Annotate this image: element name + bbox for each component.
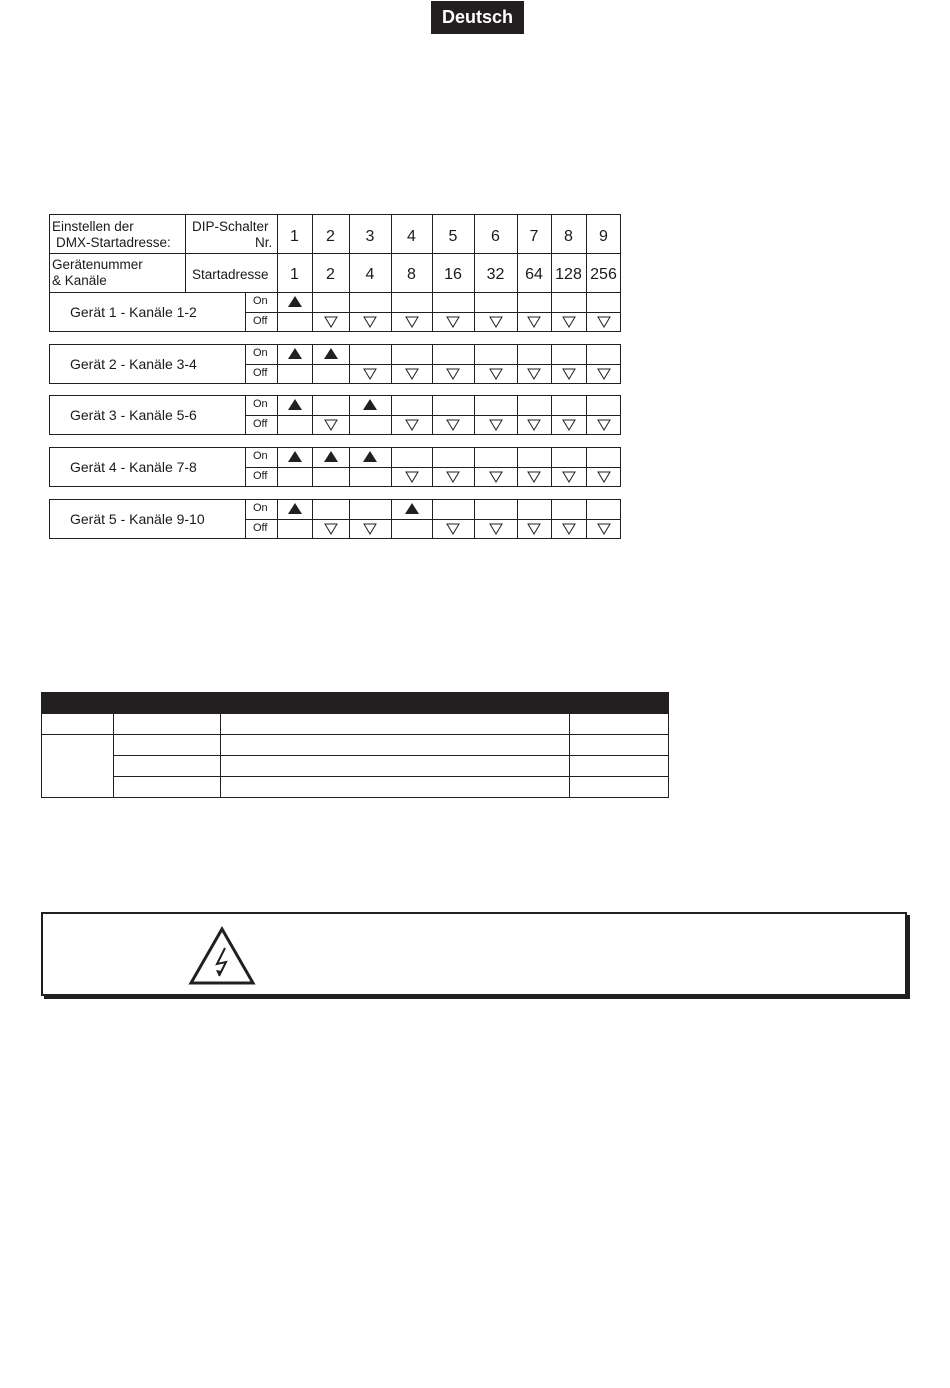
dip-switch-label: DIP-Schalter xyxy=(192,219,269,234)
switch-column-divider xyxy=(586,499,587,539)
table-cell xyxy=(42,735,114,798)
switch-off-icon xyxy=(446,523,460,535)
off-label: Off xyxy=(253,315,268,327)
table-cell xyxy=(221,714,570,735)
switch-column-divider xyxy=(349,292,350,332)
start-address-value: 2 xyxy=(326,266,335,283)
switch-on-icon xyxy=(288,503,302,515)
device-label: Gerätenummer xyxy=(52,257,143,272)
on-off-divider xyxy=(245,519,621,520)
switch-off-icon xyxy=(562,316,576,328)
start-address-value: 4 xyxy=(365,266,375,283)
start-address-value: 8 xyxy=(407,266,416,283)
switch-column-divider xyxy=(277,499,278,539)
switch-column-divider xyxy=(586,344,587,384)
table-row xyxy=(42,777,669,798)
table-header-cell xyxy=(221,693,570,714)
switch-column-divider xyxy=(432,395,433,435)
switch-on-icon xyxy=(324,348,338,360)
switch-off-icon xyxy=(446,471,460,483)
table-cell xyxy=(570,714,669,735)
switch-off-icon xyxy=(363,523,377,535)
table-row xyxy=(42,735,669,756)
switch-column-divider xyxy=(474,292,475,332)
switch-column-divider xyxy=(517,499,518,539)
start-address-value: 16 xyxy=(444,266,462,283)
switch-column-divider xyxy=(312,447,313,487)
on-label: On xyxy=(253,450,268,463)
dip-switch-number: 8 xyxy=(564,228,573,245)
dip-header-col-divider xyxy=(185,214,186,293)
table-header-row xyxy=(42,693,669,714)
switch-column-divider xyxy=(551,395,552,435)
switch-column-divider xyxy=(277,292,278,332)
switch-column-divider xyxy=(349,447,350,487)
table-cell xyxy=(570,777,669,798)
switch-off-icon xyxy=(446,316,460,328)
setting-label-2: DMX-Startadresse: xyxy=(56,235,171,250)
switch-off-icon xyxy=(597,523,611,535)
switch-column-divider xyxy=(586,292,587,332)
high-voltage-warning-icon xyxy=(188,926,256,986)
dip-switch-number: 1 xyxy=(290,228,299,245)
switch-off-icon xyxy=(489,368,503,380)
switch-on-icon xyxy=(288,296,302,308)
table-cell xyxy=(42,714,114,735)
switch-off-icon xyxy=(405,419,419,431)
device-label: Gerät 3 - Kanäle 5-6 xyxy=(70,407,197,424)
switch-column-divider xyxy=(391,395,392,435)
table-cell xyxy=(570,756,669,777)
switch-off-icon xyxy=(562,419,576,431)
switch-column-divider xyxy=(551,344,552,384)
switch-column-divider xyxy=(277,344,278,384)
dip-switch-number: 7 xyxy=(529,228,539,245)
on-off-divider xyxy=(245,467,621,468)
switch-off-icon xyxy=(527,523,541,535)
off-label: Off xyxy=(253,366,268,379)
switch-column-divider xyxy=(432,447,433,487)
switch-on-icon xyxy=(288,451,302,463)
switch-column-divider xyxy=(517,395,518,435)
table-cell xyxy=(113,714,220,735)
switch-off-icon xyxy=(446,368,460,380)
table-row xyxy=(42,756,669,777)
start-address-value: 32 xyxy=(486,266,505,283)
switch-off-icon xyxy=(489,471,503,483)
switch-off-icon xyxy=(405,368,419,380)
dip-switch-number: 5 xyxy=(448,228,458,245)
dip-switch-number: 3 xyxy=(365,228,375,245)
table-cell xyxy=(570,735,669,756)
switch-off-icon xyxy=(446,419,460,431)
on-off-divider xyxy=(245,312,621,313)
switch-off-icon xyxy=(489,523,503,535)
dip-switch-number: 2 xyxy=(326,228,335,245)
off-label: Off xyxy=(253,470,268,483)
dip-header-divider xyxy=(49,253,621,254)
on-off-divider xyxy=(245,364,621,365)
switch-column-divider xyxy=(586,447,587,487)
switch-column-divider xyxy=(474,447,475,487)
switch-column-divider xyxy=(391,447,392,487)
switch-off-icon xyxy=(363,368,377,380)
switch-column-divider xyxy=(551,447,552,487)
off-label: Off xyxy=(253,521,268,534)
table-cell xyxy=(221,756,570,777)
table-cell xyxy=(221,735,570,756)
switch-off-icon xyxy=(562,471,576,483)
dip-switch-number: 6 xyxy=(491,228,500,245)
switch-off-icon xyxy=(597,368,611,380)
switch-column-divider xyxy=(312,344,313,384)
startaddress-label: Startadresse xyxy=(192,267,269,282)
table-header-cell xyxy=(42,693,114,714)
switch-column-divider xyxy=(349,395,350,435)
language-badge: Deutsch xyxy=(431,1,524,34)
dip-switch-number: 4 xyxy=(407,228,416,245)
switch-off-icon xyxy=(405,316,419,328)
dip-switch-nr-label: Nr. xyxy=(255,235,273,250)
channels-label: & Kanäle xyxy=(52,273,107,288)
switch-off-icon xyxy=(527,316,541,328)
switch-off-icon xyxy=(527,419,541,431)
start-address-value: 64 xyxy=(525,266,543,283)
device-label: Gerät 5 - Kanäle 9-10 xyxy=(70,510,205,527)
table-cell xyxy=(113,777,220,798)
switch-off-icon xyxy=(597,419,611,431)
switch-off-icon xyxy=(489,316,503,328)
switch-on-icon xyxy=(324,451,338,463)
table-cell xyxy=(221,777,570,798)
switch-column-divider xyxy=(432,499,433,539)
switch-column-divider xyxy=(474,395,475,435)
switch-off-icon xyxy=(527,471,541,483)
switch-off-icon xyxy=(405,471,419,483)
switch-column-divider xyxy=(349,499,350,539)
switch-column-divider xyxy=(474,344,475,384)
setting-label: Einstellen der xyxy=(52,219,134,234)
table-header-cell xyxy=(570,693,669,714)
switch-column-divider xyxy=(391,344,392,384)
device-label: Gerät 4 - Kanäle 7-8 xyxy=(70,459,197,476)
switch-column-divider xyxy=(432,292,433,332)
switch-column-divider xyxy=(586,395,587,435)
switch-off-icon xyxy=(597,471,611,483)
switch-off-icon xyxy=(324,316,338,328)
switch-column-divider xyxy=(474,499,475,539)
on-label: On xyxy=(253,398,268,411)
on-label: On xyxy=(253,295,268,307)
switch-column-divider xyxy=(312,395,313,435)
on-label: On xyxy=(253,501,268,514)
switch-column-divider xyxy=(277,395,278,435)
switch-column-divider xyxy=(517,447,518,487)
switch-column-divider xyxy=(349,344,350,384)
switch-off-icon xyxy=(324,419,338,431)
on-label: On xyxy=(253,346,268,359)
system-requirements-table xyxy=(41,692,669,798)
table-row xyxy=(42,714,669,735)
switch-off-icon xyxy=(363,316,377,328)
warning-box xyxy=(41,912,907,996)
table-header-cell xyxy=(113,693,220,714)
switch-off-icon xyxy=(489,419,503,431)
switch-column-divider xyxy=(312,292,313,332)
switch-on-icon xyxy=(288,348,302,360)
switch-column-divider xyxy=(551,499,552,539)
switch-column-divider xyxy=(312,499,313,539)
off-label: Off xyxy=(253,418,268,431)
device-label: Gerät 2 - Kanäle 3-4 xyxy=(70,355,197,372)
switch-off-icon xyxy=(324,523,338,535)
start-address-value: 256 xyxy=(590,266,617,283)
on-off-divider xyxy=(245,415,621,416)
switch-column-divider xyxy=(432,344,433,384)
switch-on-icon xyxy=(363,399,377,411)
switch-column-divider xyxy=(391,292,392,332)
switch-off-icon xyxy=(562,368,576,380)
switch-column-divider xyxy=(517,344,518,384)
switch-column-divider xyxy=(517,292,518,332)
switch-column-divider xyxy=(277,447,278,487)
device-label: Gerät 1 - Kanäle 1-2 xyxy=(70,304,197,320)
table-cell xyxy=(113,735,220,756)
switch-off-icon xyxy=(527,368,541,380)
dip-switch-number: 9 xyxy=(599,228,608,245)
switch-off-icon xyxy=(597,316,611,328)
switch-column-divider xyxy=(551,292,552,332)
table-cell xyxy=(113,756,220,777)
switch-on-icon xyxy=(363,451,377,463)
dip-switch-table xyxy=(49,214,621,539)
switch-on-icon xyxy=(288,399,302,411)
switch-on-icon xyxy=(405,503,419,515)
switch-column-divider xyxy=(391,499,392,539)
start-address-value: 1 xyxy=(290,266,299,283)
start-address-value: 128 xyxy=(555,266,582,283)
switch-off-icon xyxy=(562,523,576,535)
